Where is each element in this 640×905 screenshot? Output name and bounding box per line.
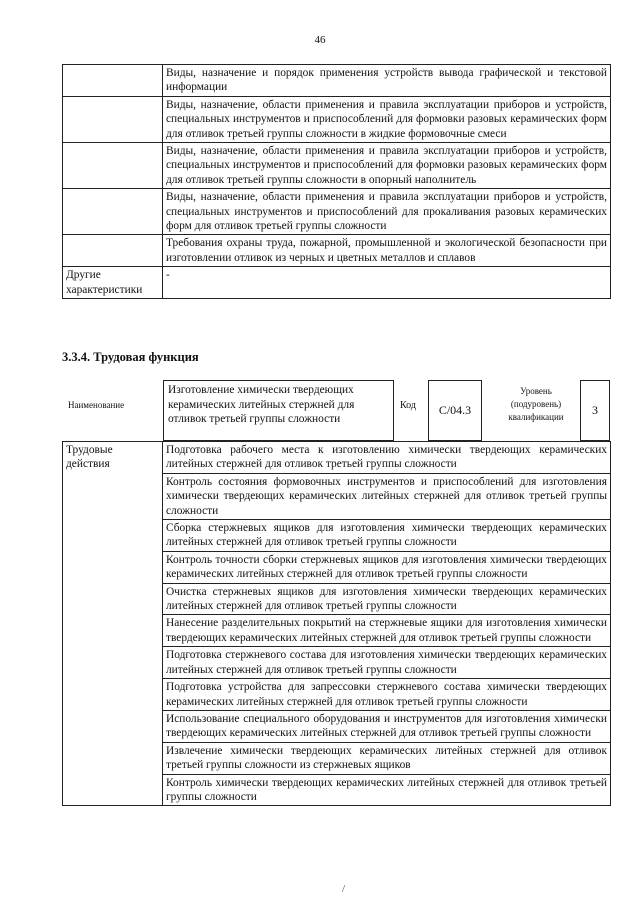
row-label <box>63 96 163 142</box>
table-row <box>63 143 611 189</box>
labor-actions-table <box>62 441 611 806</box>
table-row <box>63 65 611 97</box>
action-item: Подготовка устройства для запрессовки стержневого состава химически твердеющих керамических литейных стержней для отливок третьей группы сложности <box>163 679 611 711</box>
row-text: Виды, назначение, области применения и правила эксплуатации приборов и устройств, специальных инструментов и приспособлений для формовки разовых керамических форм для отливок третьей группы сложности в жидкие формовочные смеси <box>163 96 611 142</box>
action-item: Контроль точности сборки стержневых ящиков для изготовления химически твердеющих керамических литейных стержней для отливок третьей группы сложности <box>163 551 611 583</box>
action-item: Подготовка стержневого состава для изготовления химически твердеющих керамических литейных стержней для отливок третьей группы сложности <box>163 647 611 679</box>
table-row <box>63 189 611 235</box>
code-label: Код <box>400 400 416 411</box>
table-row <box>63 96 611 142</box>
action-item: Извлечение химически твердеющих керамических литейных стержней для отливок третьей группы сложности из стержневых ящиков <box>163 742 611 774</box>
row-label: Другие характеристики <box>63 267 163 299</box>
action-item: Контроль состояния формовочных инструментов и приспособлений для изготовления химически твердеющих керамических литейных стержней для отливок третьей группы сложности <box>163 473 611 519</box>
page-number: 46 <box>314 34 326 46</box>
row-label <box>63 235 163 267</box>
action-item: Сборка стержневых ящиков для изготовления химически твердеющих керамических литейных стержней для отливок третьей группы сложности <box>163 520 611 552</box>
row-text: Виды, назначение, области применения и правила эксплуатации приборов и устройств, специальных инструментов и приспособлений для формовки разовых керамических форм для отливок третьей группы сложности в опорный наполнитель <box>163 143 611 189</box>
section-title: 3.3.4. Трудовая функция <box>62 350 199 364</box>
row-label <box>63 65 163 97</box>
actions-label: Трудовые действия <box>63 442 163 806</box>
row-label <box>63 189 163 235</box>
action-item: Подготовка рабочего места к изготовлению химически твердеющих керамических литейных стержней для отливок третьей группы сложности <box>163 442 611 474</box>
name-label: Наименование <box>68 400 125 410</box>
function-name-box: Изготовление химически твердеющих керамических литейных стержней для отливок третьей группы сложности <box>163 380 394 441</box>
row-text: Виды, назначение, области применения и правила эксплуатации приборов и устройств, специальных инструментов и приспособлений для прокаливания разовых керамических форм для отливок третьей группы сложности <box>163 189 611 235</box>
row-text: Требования охраны труда, пожарной, промышленной и экологической безопасности при изготовлении отливок из черных и цветных металлов и сплавов <box>163 235 611 267</box>
action-item: Нанесение разделительных покрытий на стержневые ящики для изготовления химически твердеющих керамических литейных стержней для отливок третьей группы сложности <box>163 615 611 647</box>
action-item: Очистка стержневых ящиков для изготовления химически твердеющих керамических литейных стержней для отливок третьей группы сложности <box>163 583 611 615</box>
footer-mark: / <box>342 883 346 895</box>
row-text: Виды, назначение и порядок применения устройств вывода графической и текстовой информации <box>163 65 611 97</box>
action-item: Использование специального оборудования и инструментов для изготовления химически твердеющих керамических литейных стержней для отливок третьей группы сложности <box>163 710 611 742</box>
row-label <box>63 143 163 189</box>
action-item: Контроль химически твердеющих керамических литейных стержней для отливок третьей группы сложности <box>163 774 611 806</box>
row-text: - <box>163 267 611 299</box>
level-label: Уровень (подуровень) квалификации <box>508 386 564 422</box>
knowledge-table <box>62 64 611 299</box>
function-code-box: C/04.3 <box>428 380 482 441</box>
table-row <box>63 235 611 267</box>
qualification-level-box: 3 <box>580 380 610 441</box>
table-row <box>63 442 611 474</box>
table-row <box>63 267 611 299</box>
